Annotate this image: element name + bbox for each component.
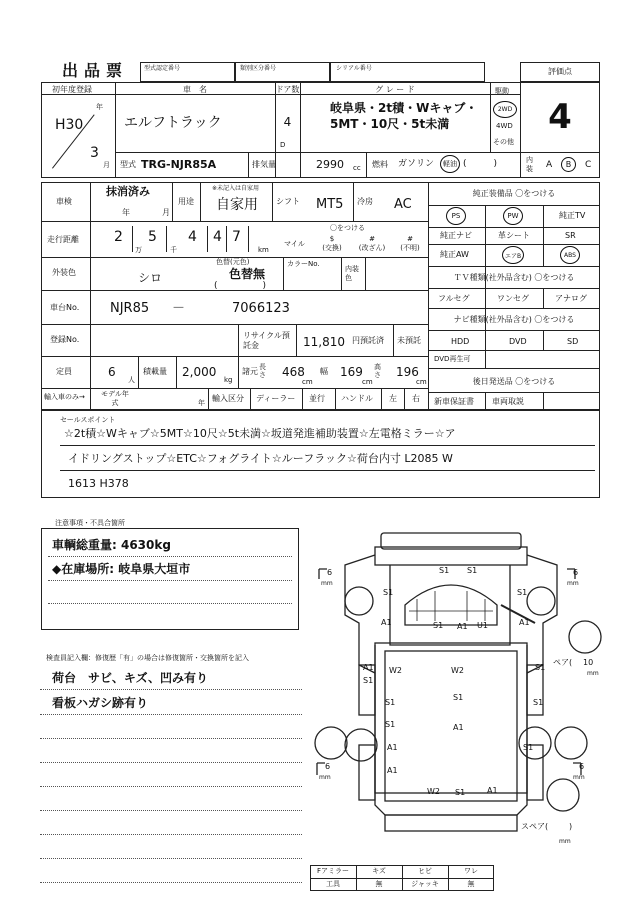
sales-h1 <box>60 445 595 446</box>
eq-h8 <box>428 350 600 351</box>
equip-title: 純正装備品 〇をつける <box>472 189 556 198</box>
insp-d9 <box>40 882 302 883</box>
r5-v2 <box>296 324 297 356</box>
color-change-value: 色替無 <box>229 267 266 281</box>
eq-h4 <box>428 266 600 267</box>
damage-mark: A1 <box>457 622 468 631</box>
r7-v6 <box>404 388 405 410</box>
r7-v5 <box>381 388 382 410</box>
r1-v4 <box>353 182 354 221</box>
inspection-status: 抹消済み <box>106 185 150 198</box>
eq-h7 <box>428 330 600 331</box>
inspector-line-2: 看板ハガシ跡有り <box>52 696 149 710</box>
damage-mark: S1 <box>363 676 374 685</box>
sales-line-3: 1613 H378 <box>68 477 129 490</box>
damage-mark: S1 <box>453 693 464 702</box>
r5-v1 <box>238 324 239 356</box>
equip-airbag-circled[interactable]: エアB <box>502 246 524 264</box>
mirror-arm <box>501 605 535 623</box>
mileage-label: 走行距離 <box>47 235 79 244</box>
mileage-opt-unknown[interactable]: # (不明) <box>400 235 420 252</box>
sales-h2 <box>60 470 595 471</box>
m-v5 <box>248 226 249 252</box>
navi-title: ナビ種類(社外品含む) 〇をつける <box>453 315 575 324</box>
interior-color-label: 内装色 <box>345 265 359 282</box>
damage-mark: W2 <box>427 787 440 796</box>
r7-v4 <box>335 388 336 410</box>
interior-c[interactable]: C <box>585 160 592 170</box>
import-label: 輸入車のみ→ <box>44 393 85 401</box>
disp-unit: cc <box>353 164 361 172</box>
usage-label: 用途 <box>178 197 194 206</box>
top-model-line <box>115 152 520 153</box>
top-interior-line <box>520 152 600 153</box>
mileage-unit-sen: 千 <box>170 246 177 254</box>
damage-mark: A1 <box>519 618 530 627</box>
insp-d4 <box>40 762 302 763</box>
top-vline-4 <box>490 82 491 152</box>
r1-v3 <box>272 182 273 221</box>
tire-depth-unit: mm <box>321 580 333 587</box>
navi-hdd[interactable]: HDD <box>451 337 470 346</box>
notes-gvw: 車輌総重量: 4630kg <box>52 538 171 552</box>
color-value: シロ <box>138 271 163 285</box>
mileage-opt-mile[interactable]: マイル <box>284 240 305 248</box>
insp-d8 <box>40 858 302 859</box>
color-paren: ( ) <box>214 281 267 291</box>
insp-d5 <box>40 786 302 787</box>
spare-pair-value: 10 <box>583 658 594 667</box>
tire-depth-value: 6 <box>579 762 585 771</box>
handle-left[interactable]: 左 <box>389 394 397 403</box>
tv-oneseg[interactable]: ワンセグ <box>497 294 529 303</box>
first-reg-year: H30 <box>55 117 84 133</box>
notes-d1 <box>48 556 292 557</box>
damage-mark: S1 <box>517 588 528 597</box>
drive-other[interactable]: その他 <box>493 138 514 146</box>
interior-b-circled[interactable]: B <box>561 157 576 172</box>
spare-pair-label: ペア( <box>553 658 573 667</box>
mileage-digit-1: 2 <box>114 229 123 245</box>
notes-d2 <box>48 580 292 581</box>
damage-mark: S1 <box>455 788 466 797</box>
damage-mark: W2 <box>451 666 464 675</box>
eq-v2 <box>543 205 544 266</box>
model-label: 型式 <box>120 160 136 169</box>
width-label: 幅 <box>320 367 328 376</box>
shift-value: MT5 <box>316 197 344 212</box>
disp-divider-2 <box>275 152 276 178</box>
recycle-label: リサイクル預託金 <box>243 331 290 350</box>
tv-analog[interactable]: アナログ <box>555 294 587 303</box>
month-unit: 月 <box>103 161 110 169</box>
windshield-grid <box>409 591 493 621</box>
doors-value: 4 <box>283 115 292 129</box>
rear-bumper <box>385 815 517 831</box>
fuel-paren: ( ) <box>463 159 498 169</box>
ac-value: AC <box>394 197 412 212</box>
legend-r1-c1: Fアミラー <box>316 867 350 875</box>
left-rear-fender <box>359 745 375 800</box>
length-label: 長さ <box>259 363 266 379</box>
grade-label: グ レ ー ド <box>375 85 415 94</box>
legend-r1-c2: キズ <box>372 867 386 875</box>
chassis-number: 7066123 <box>232 301 290 316</box>
legend-r2-c3: ジャッキ <box>411 880 439 888</box>
regno-label: 登録No. <box>50 335 80 344</box>
dims-label: 諸元 <box>242 367 258 376</box>
mileage-note: 〇をつける <box>330 224 365 232</box>
mileage-digit-4: 4 <box>213 229 222 245</box>
mileage-opt-exchange[interactable]: $ (交換) <box>322 235 342 252</box>
eq-v4 <box>543 330 544 350</box>
color-change-label: 色替(元色) <box>216 258 250 266</box>
right-cab-side <box>527 555 557 673</box>
equip-abs-circled[interactable]: ABS <box>560 246 580 264</box>
row-line-1 <box>41 221 428 222</box>
cab-visor <box>375 547 527 565</box>
import-cat-label: 輸入区分 <box>212 394 244 403</box>
top-vline-3 <box>300 82 301 178</box>
notes-label: 注意事項・不具合箇所 <box>55 519 125 527</box>
mileage-opt-tampered[interactable]: # (改ざん) <box>358 235 386 252</box>
fuel-diesel-circled[interactable]: 軽油 <box>440 155 460 173</box>
form-title: 出品票 <box>62 61 129 80</box>
fuel-label: 燃料 <box>372 160 388 169</box>
r1-v2 <box>200 182 201 221</box>
tire-front-left <box>345 587 373 615</box>
height-label: 高さ <box>374 363 381 379</box>
import-parallel[interactable]: 並行 <box>309 394 325 403</box>
tire-front-right <box>527 587 555 615</box>
tire-spare <box>547 779 579 811</box>
r1-v1 <box>172 182 173 221</box>
tv-fullseg[interactable]: フルセグ <box>438 294 470 303</box>
grade-text: 岐阜県・2t積・Wキャブ・5MT・10尺・5t未満 <box>330 101 478 131</box>
insp-d1 <box>40 689 302 690</box>
legend-r2-c4: 無 <box>467 880 475 888</box>
truck-diagram <box>305 525 615 865</box>
r6-v3 <box>238 356 239 388</box>
mileage-digit-3: 4 <box>188 229 197 245</box>
inspection-year-unit: 年 <box>122 208 130 217</box>
aftermarket-manual[interactable]: 車両取説 <box>492 397 524 406</box>
handle-label: ハンドル <box>341 394 373 403</box>
damage-mark: A1 <box>387 766 398 775</box>
damage-mark: S1 <box>439 566 450 575</box>
shift-label: シフト <box>276 197 300 206</box>
damage-mark: S1 <box>467 566 478 575</box>
damage-mark: U1 <box>477 621 488 630</box>
row-line-5 <box>41 356 428 357</box>
equip-leather[interactable]: 革シート <box>498 231 530 240</box>
eq-h2 <box>428 227 600 228</box>
left-cab-side <box>345 555 375 673</box>
legend-r1-c4: ワレ <box>464 867 478 875</box>
score-header-label: 評価点 <box>548 67 572 76</box>
insp-d6 <box>40 810 302 811</box>
inspection-label: 車検 <box>56 197 72 206</box>
width-value: 169 <box>340 365 363 379</box>
damage-mark: A1 <box>387 743 398 752</box>
damage-mark: S1 <box>535 663 546 672</box>
r7-v3 <box>302 388 303 410</box>
damage-mark: S1 <box>385 720 396 729</box>
m-v3 <box>207 226 208 252</box>
damage-mark: S1 <box>533 698 544 707</box>
tire-depth-value: 6 <box>573 568 579 577</box>
length-value: 468 <box>282 365 305 379</box>
legend-r2-c2: 無 <box>375 880 383 888</box>
tire-depth-unit: mm <box>319 774 331 781</box>
inspector-label: 検査員記入欄：修復歴「有」の場合は修復箇所・交換箇所を記入 <box>46 654 249 662</box>
sales-line-2: イドリングストップ☆ETC☆フォグライト☆ルーフラック☆荷台内寸 L2085 W <box>68 452 453 465</box>
chassis-dash: － <box>172 301 186 316</box>
detail-label-col <box>90 182 91 410</box>
handle-right[interactable]: 右 <box>412 394 420 403</box>
width-unit: cm <box>362 378 373 386</box>
sales-line-1: ☆2t積☆Wキャブ☆5MT☆10尺☆5t未満☆坂道発進補助装置☆左電格ミラー☆ア <box>64 427 456 440</box>
drive-label: 駆動 <box>495 87 509 95</box>
car-name: エルフトラック <box>124 115 222 131</box>
spare-close: ) <box>569 822 573 831</box>
row-line-4 <box>41 324 428 325</box>
damage-mark: S1 <box>523 743 534 752</box>
year-unit: 年 <box>96 103 103 111</box>
spare-label: スペア( <box>521 822 549 831</box>
eq-v3 <box>543 288 544 308</box>
navi-dvd[interactable]: DVD <box>509 337 527 346</box>
top-vline-1 <box>115 82 116 178</box>
row-line-6 <box>41 388 428 389</box>
inspector-line-1: 荷台 サビ、キズ、凹み有り <box>52 671 209 685</box>
damage-mark: A1 <box>453 723 464 732</box>
damage-mark: W2 <box>389 666 402 675</box>
spare-pair-unit: mm <box>587 670 599 677</box>
damage-mark: A1 <box>363 663 374 672</box>
capacity-value: 6 <box>108 365 116 379</box>
legend-r1-c3: ヒビ <box>418 867 432 875</box>
damage-mark: S1 <box>385 698 396 707</box>
equip-pw-circled[interactable]: PW <box>503 207 523 225</box>
br-1 <box>319 569 327 579</box>
tire-rear-right-outer <box>555 727 587 759</box>
r5-v3 <box>393 324 394 356</box>
model-year-label: モデル年式 <box>101 390 129 407</box>
equip-sunroof[interactable]: SR <box>565 231 576 240</box>
aftermarket-title: 後日発送品 〇をつける <box>472 377 556 386</box>
ac-label: 冷房 <box>357 197 373 206</box>
import-dealer[interactable]: ディーラー <box>256 394 296 403</box>
m-box-0 <box>90 226 108 250</box>
mileage-unit-man: 万 <box>135 246 142 254</box>
equip-navi[interactable]: 純正ナビ <box>440 231 472 240</box>
aftermarket-warranty[interactable]: 新車保証書 <box>434 397 474 406</box>
legend-r2-c1: 工具 <box>326 880 340 888</box>
tv-title: ＴＶ種類(社外品含む) 〇をつける <box>453 273 575 282</box>
eq-h9 <box>428 368 600 369</box>
r7-v1 <box>208 388 209 410</box>
tire-depth-value: 6 <box>325 762 331 771</box>
equip-ps-circled[interactable]: PS <box>446 207 466 225</box>
height-value: 196 <box>396 365 419 379</box>
sales-label: セールスポイント <box>60 416 116 424</box>
notes-location: ◆在庫場所: 岐阜県大垣市 <box>52 562 191 576</box>
doors-label: ドア数 <box>275 85 300 94</box>
spare-unit: mm <box>559 838 571 845</box>
damage-mark: S1 <box>433 621 444 630</box>
equip-aw[interactable]: 純正AW <box>440 250 469 259</box>
doors-suffix: D <box>280 141 286 149</box>
fuel-divider <box>366 152 367 178</box>
class-no-label: 類別区分番号 <box>240 65 277 72</box>
interior-label: 内装 <box>526 156 533 173</box>
r3-v1 <box>283 257 284 290</box>
mileage-unit-km: km <box>258 246 269 254</box>
equip-tv[interactable]: 純正TV <box>559 211 586 220</box>
fuel-gasoline[interactable]: ガソリン <box>398 159 435 169</box>
model-year-unit: 年 <box>198 399 205 407</box>
mileage-digit-5: 7 <box>232 229 241 245</box>
load-label: 積載量 <box>143 367 167 376</box>
r3-v3 <box>365 257 366 290</box>
r7-v2 <box>250 388 251 410</box>
height-unit: cm <box>416 378 427 386</box>
load-unit: kg <box>224 376 233 384</box>
model-value: TRG-NJR85A <box>141 158 217 171</box>
tire-depth-unit: mm <box>573 774 585 781</box>
m-v2 <box>166 226 167 252</box>
capacity-label: 定員 <box>56 367 72 376</box>
m-v1 <box>132 226 133 252</box>
eq-v6 <box>543 392 544 410</box>
disp-value: 2990 <box>316 158 344 171</box>
eq-h1 <box>428 205 600 206</box>
disp-divider <box>248 152 249 178</box>
chassis-label: 車台No. <box>50 303 80 312</box>
tire-spare-pair <box>569 621 601 653</box>
windshield <box>405 585 497 625</box>
recycle-amount: 11,810 <box>303 335 345 349</box>
eq-h3 <box>428 244 600 245</box>
navi-sd[interactable]: SD <box>567 337 579 346</box>
color-no-label: カラーNo. <box>287 260 320 268</box>
cab-front <box>390 565 510 645</box>
right-rear-fender <box>527 745 543 800</box>
damage-mark: A1 <box>487 786 498 795</box>
r6-v2 <box>176 356 177 388</box>
serial-label: シリアル番号 <box>336 65 372 72</box>
r3-v2 <box>341 257 342 290</box>
detail-right-split <box>428 182 429 410</box>
dvd-label[interactable]: DVD再生可 <box>434 355 471 363</box>
inspection-month-unit: 月 <box>162 208 170 217</box>
disp-label: 排気量 <box>252 160 276 169</box>
eq-v5 <box>485 392 486 410</box>
interior-a[interactable]: A <box>546 160 553 170</box>
insp-d7 <box>40 834 302 835</box>
tire-rear-left-outer <box>315 727 347 759</box>
first-reg-label: 初年度登録 <box>52 85 92 94</box>
reg-note: ※未記入は自家用 <box>212 185 260 192</box>
load-value: 2,000 <box>182 365 217 379</box>
chassis-prefix: NJR85 <box>110 301 150 316</box>
mileage-digit-2: 5 <box>148 229 157 245</box>
recycle-unpaid: 未預託 <box>397 336 421 345</box>
r6-v1 <box>138 356 139 388</box>
length-unit: cm <box>302 378 313 386</box>
drive-2wd[interactable]: 2WD <box>493 101 517 118</box>
usage-value: 自家用 <box>216 197 258 213</box>
car-name-label: 車 名 <box>183 85 207 94</box>
recycle-status: 円預託済 <box>352 336 384 345</box>
insp-d3 <box>40 738 302 739</box>
tire-depth-value: 6 <box>327 568 333 577</box>
color-label: 外装色 <box>52 268 76 277</box>
tire-depth-unit: mm <box>567 580 579 587</box>
eq-v1 <box>485 205 486 368</box>
eq-h10 <box>428 392 600 393</box>
drive-4wd[interactable]: 4WD <box>496 122 513 130</box>
damage-mark: A1 <box>381 618 392 627</box>
notes-d3 <box>48 603 292 604</box>
m-v4 <box>226 226 227 252</box>
capacity-unit: 人 <box>128 376 135 384</box>
eq-h6 <box>428 308 600 309</box>
insp-d2 <box>40 714 302 715</box>
damage-mark: S1 <box>383 588 394 597</box>
first-reg-month: 3 <box>90 145 99 161</box>
top-header-line <box>41 94 520 95</box>
type-cert-label: 型式認定番号 <box>144 65 181 72</box>
eq-h5 <box>428 288 600 289</box>
score-value: 4 <box>548 97 572 137</box>
